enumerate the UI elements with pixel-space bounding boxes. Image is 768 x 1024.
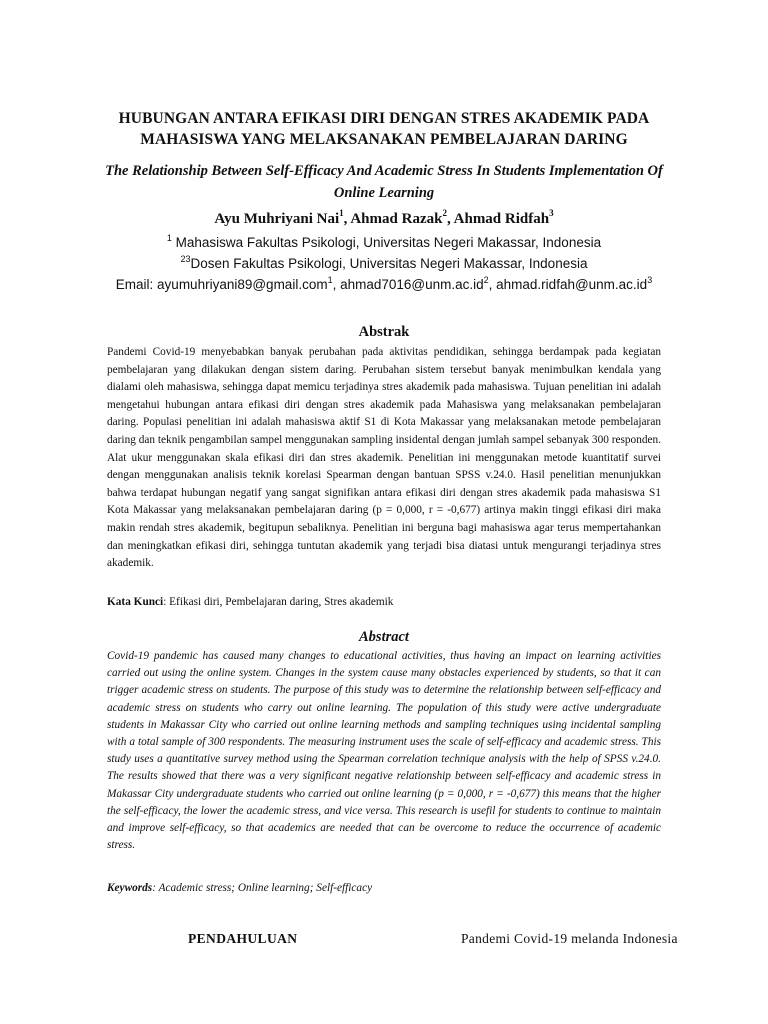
abstrak-heading: Abstrak [358, 324, 410, 340]
author-1-sup: 1 [339, 208, 344, 218]
email-1-sup: 1 [327, 274, 333, 285]
email-2-sup: 2 [483, 274, 489, 285]
paper-subtitle: The Relationship Between Self-Efficacy And Academic Stress In Students Implementation Of Online Learning [105, 163, 663, 201]
email-1[interactable]: ayumuhriyani89@gmail.com [157, 277, 328, 292]
affiliation-2 [60, 254, 708, 273]
section-heading-pendahuluan: PENDAHULUAN [188, 931, 298, 946]
keywords [107, 880, 661, 897]
email-2[interactable]: , ahmad7016@unm.ac.id [332, 277, 484, 292]
kata-kunci-label: Kata Kunci [107, 596, 164, 608]
author-separator: , [343, 211, 351, 227]
abstract-body: Covid-19 pandemic has caused many changes to educational activities, thus having an impact on learning activities carried out using the online system. Changes in the system cause many obstacles experienced by students, so that it can trigger academic stress on students. The purpose of this study was to determine the relationship between self-efficacy and academic stress on students who carry out online learning. The population of this study were active undergraduate students in Makassar City who carried out online learning methods and sampling techniques using incidental sampling with a total sample of 300 respondents. The measuring instrument uses the scale of self-efficacy and academic stress. This study uses a quantitative survey method using the Spearman correlation technique analysis with the help of SPSS v.24.0. The results showed that there was a very significant negative relationship between self-efficacy and academic stress in Makassar City undergraduate students who carried out online learning (p = 0,000, r = -0,677) this means that the higher the self-efficacy, the lower the academic stress, and vice versa. This research is usefil for students to continue to maintain and improve self-efficacy, so that academics are needed that can be overcome to reduce the occurrence of academic stress. [107, 650, 661, 852]
affiliation-1-sup: 1 [166, 232, 172, 243]
affiliation-1-text: Mahasiswa Fakultas Psikologi, Universitas Negeri Makassar, Indonesia [171, 235, 602, 250]
author-separator: , [446, 211, 454, 227]
affiliation-1 [60, 233, 708, 252]
title-line-2: MAHASISWA YANG MELAKSANAKAN PEMBELAJARAN DARING [140, 131, 628, 148]
author-3: Ahmad Ridfah [453, 211, 550, 227]
author-3-sup: 3 [549, 208, 554, 218]
email-3-sup: 3 [647, 274, 653, 285]
abstrak-body: Pandemi Covid-19 menyebabkan banyak perubahan pada aktivitas pendidikan, sehingga berdampak pada kegiatan pembelajaran yang dilakukan dengan sistem daring. Perubahan sistem tersebut banyak menimbulkan kendala yang dialami oleh mahasiswa, sehingga dapat memicu terjadinya stres akademik pada mahasiswa. Tujuan penelitian ini adalah mengetahui hubungan antara efikasi diri dengan stres akademik pada Mahasiswa yang melaksanakan pembelajaran daring. Populasi penelitian ini adalah mahasiswa aktif S1 di Kota Makassar yang melaksanakan metode pembelajaran daring dan teknik pengambilan sampel menggunakan sampling insidental dengan jumlah sampel sebanyak 300 responden. Alat ukur menggunakan skala efikasi diri dan stres akademik. Penelitian ini menggunakan metode kuantitatif survei dengan menggunakan analisis teknik korelasi Spearman dengan bantuan SPSS v.24.0. Hasil penelitian menunjukkan bahwa terdapat hubungan negatif yang sangat signifikan antara efikasi diri dengan stres akademik pada mahasiswa S1 Kota Makassar yang melaksanakan pembelajaran daring (p = 0,000, r = -0,677) artinya makin tinggi efikasi diri maka makin rendah stres akademik, begitupun sebaliknya. Penelitian ini berguna bagi mahasiswa agar terus mempertahankan dan meningkatkan efikasi diri, sehingga tuntutan akademik yang terjadi bisa diatasi untuk mengurangi terjadinya stres akademik. [107, 346, 661, 570]
email-line [60, 275, 708, 294]
kata-kunci [107, 594, 661, 611]
keywords-label: Keywords [107, 882, 153, 894]
title-line-1: HUBUNGAN ANTARA EFIKASI DIRI DENGAN STRES AKADEMIK PADA [118, 110, 650, 127]
right-column-text: Pandemi Covid-19 melanda Indonesia [461, 931, 678, 946]
email-3[interactable]: , ahmad.ridfah@unm.ac.id [488, 277, 648, 292]
author-1: Ayu Muhriyani Nai [214, 211, 340, 227]
author-list [80, 209, 688, 229]
kata-kunci-text: : Efikasi diri, Pembelajaran daring, Stres akademik [163, 596, 394, 608]
email-prefix: Email: [115, 277, 158, 292]
author-2-sup: 2 [442, 208, 447, 218]
author-2: Ahmad Razak [350, 211, 443, 227]
paper-title [80, 108, 688, 150]
affiliation-2-sup: 23 [180, 253, 191, 264]
affiliation-2-text: Dosen Fakultas Psikologi, Universitas Negeri Makassar, Indonesia [190, 256, 588, 271]
keywords-text: : Academic stress; Online learning; Self-efficacy [152, 882, 373, 894]
abstract-heading: Abstract [359, 629, 409, 645]
